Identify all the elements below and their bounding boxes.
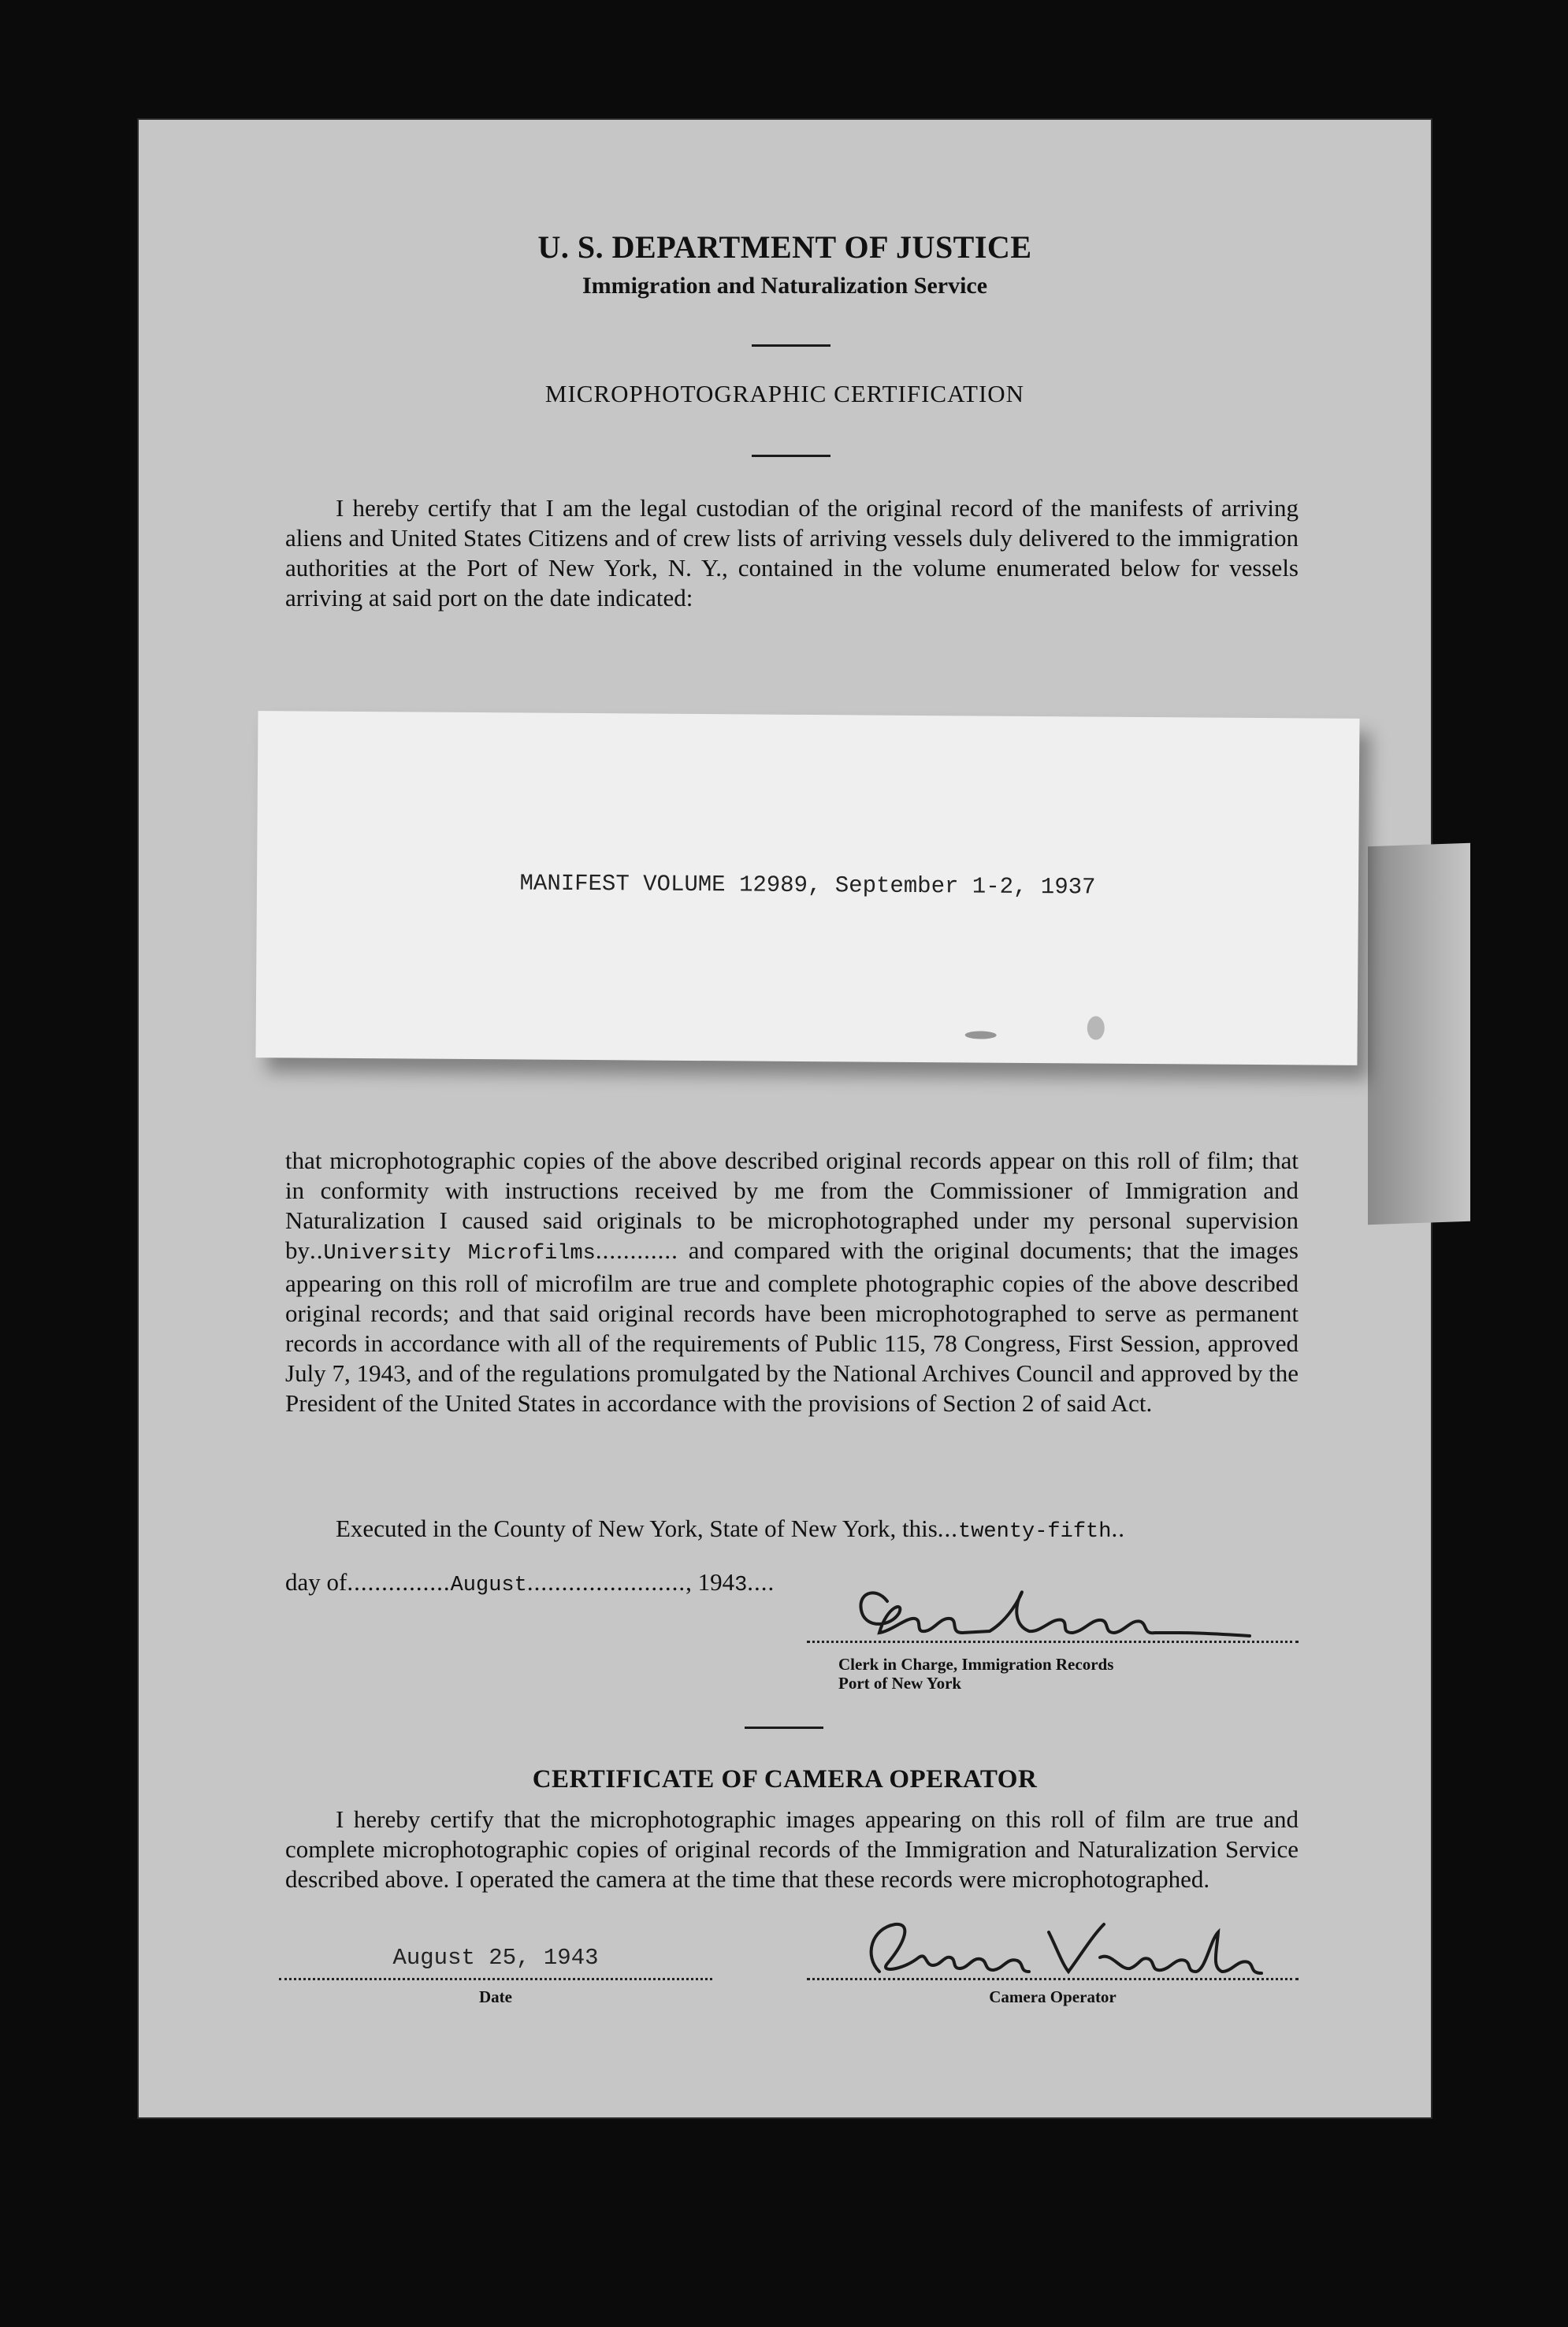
operator-label: Camera Operator: [989, 1987, 1117, 2006]
execution-month: August: [450, 1574, 527, 1597]
clerk-signature: [832, 1570, 1273, 1649]
service-subheading: Immigration and Naturalization Service: [581, 273, 988, 299]
date-label: Date: [479, 1987, 512, 2006]
manifest-volume-text: MANIFEST VOLUME 12989, September 1-2, 1937: [519, 870, 1096, 901]
execution-line: Executed in the County of New York, State of New York, this...twenty-fifth..: [336, 1515, 1125, 1544]
body-paragraph: that microphotographic copies of the above described original records appear on this roll of film; that in conformity with instructions received by me from the Commissioner of Immigration and Naturalization I caused said originals to be microphotographed under my personal supervision by..University Microfilms............ and compared with the original documents; that the images appearing on this roll of microfilm are true and complete photographic copies of the above described original records; and that said original records have been microphotographed to serve as permanent records in accordance with all of the requirements of Public 115, 78 Congress, First Session, approved July 7, 1943, and of the regulations promulgated by the National Archives Council and approved by the President of the United States in accordance with the provisions of Section 2 of said Act.: [285, 1147, 1299, 1417]
operator-signature-line: [807, 1978, 1299, 1980]
year-prefix: 194: [697, 1568, 735, 1596]
divider-rule: [752, 455, 830, 457]
date-line: [279, 1978, 712, 1980]
clerk-signature-line: [807, 1641, 1299, 1643]
camera-certificate-title: CERTIFICATE OF CAMERA OPERATOR: [532, 1765, 1038, 1794]
execution-lead: Executed in the County of New York, State of New York, this: [336, 1515, 938, 1542]
body-text-after: and compared with the original documents; that the images appearing on this roll of microfilm are true and complete photographic copies of the above described original records; and that said original records have been microphotographed to serve as permanent records in accordance with all of the requirements of Public 115, 78 Congress, First Session, approved July 7, 1943, and of the regulations promulgated by the National Archives Council and approved by the President of the United States in accordance with the provisions of Section 2 of said Act.: [285, 1236, 1299, 1417]
record-slip: [255, 711, 1359, 1065]
ink-smudge: [1087, 1016, 1105, 1039]
year-suffix: 3: [734, 1574, 748, 1597]
day-of-label: day of: [285, 1568, 347, 1596]
camera-operator-signature: [832, 1909, 1273, 1987]
slip-shadow: [1368, 843, 1470, 1225]
ink-smudge: [965, 1031, 997, 1039]
intro-paragraph: I hereby certify that I am the legal custodian of the original record of the manifests of arriving aliens and United States Citizens and of crew lists of arriving vessels duly delivered to the immigration authorities at the Port of New York, N. Y., contained in the volume enumerated below for vessels arriving at said port on the date indicated:: [285, 494, 1299, 611]
divider-rule: [745, 1727, 823, 1729]
operator-date-value: August 25, 1943: [392, 1945, 599, 1971]
department-heading: U. S. DEPARTMENT OF JUSTICE: [537, 229, 1032, 265]
clerk-title: [838, 1655, 1113, 1693]
certificate-sheet: [139, 120, 1431, 2117]
body-text-before: that microphotographic copies of the above described original records appear on this roll of film; that in conformity with instructions received by me from the Commissioner of Immigration and Naturalization I caused said originals to be microphotographed under my personal supervision by: [285, 1147, 1299, 1264]
clerk-title-line1: Clerk in Charge, Immigration Records: [838, 1655, 1114, 1674]
execution-day: twenty-fifth: [958, 1520, 1112, 1544]
camera-certificate-paragraph: I hereby certify that the microphotographic images appearing on this roll of film are true and complete microphotographic copies of original records of the Immigration and Naturalization Service described above. I operated the camera at the time that these records were microphotographed.: [285, 1805, 1299, 1893]
day-of-line: day of...............August......................., 1943....: [285, 1568, 775, 1597]
clerk-title-line2: Port of New York: [838, 1674, 962, 1693]
divider-rule: [752, 344, 830, 347]
certification-title: MICROPHOTOGRAPHIC CERTIFICATION: [544, 380, 1025, 407]
supervisor-name: University Microfilms: [323, 1242, 596, 1266]
